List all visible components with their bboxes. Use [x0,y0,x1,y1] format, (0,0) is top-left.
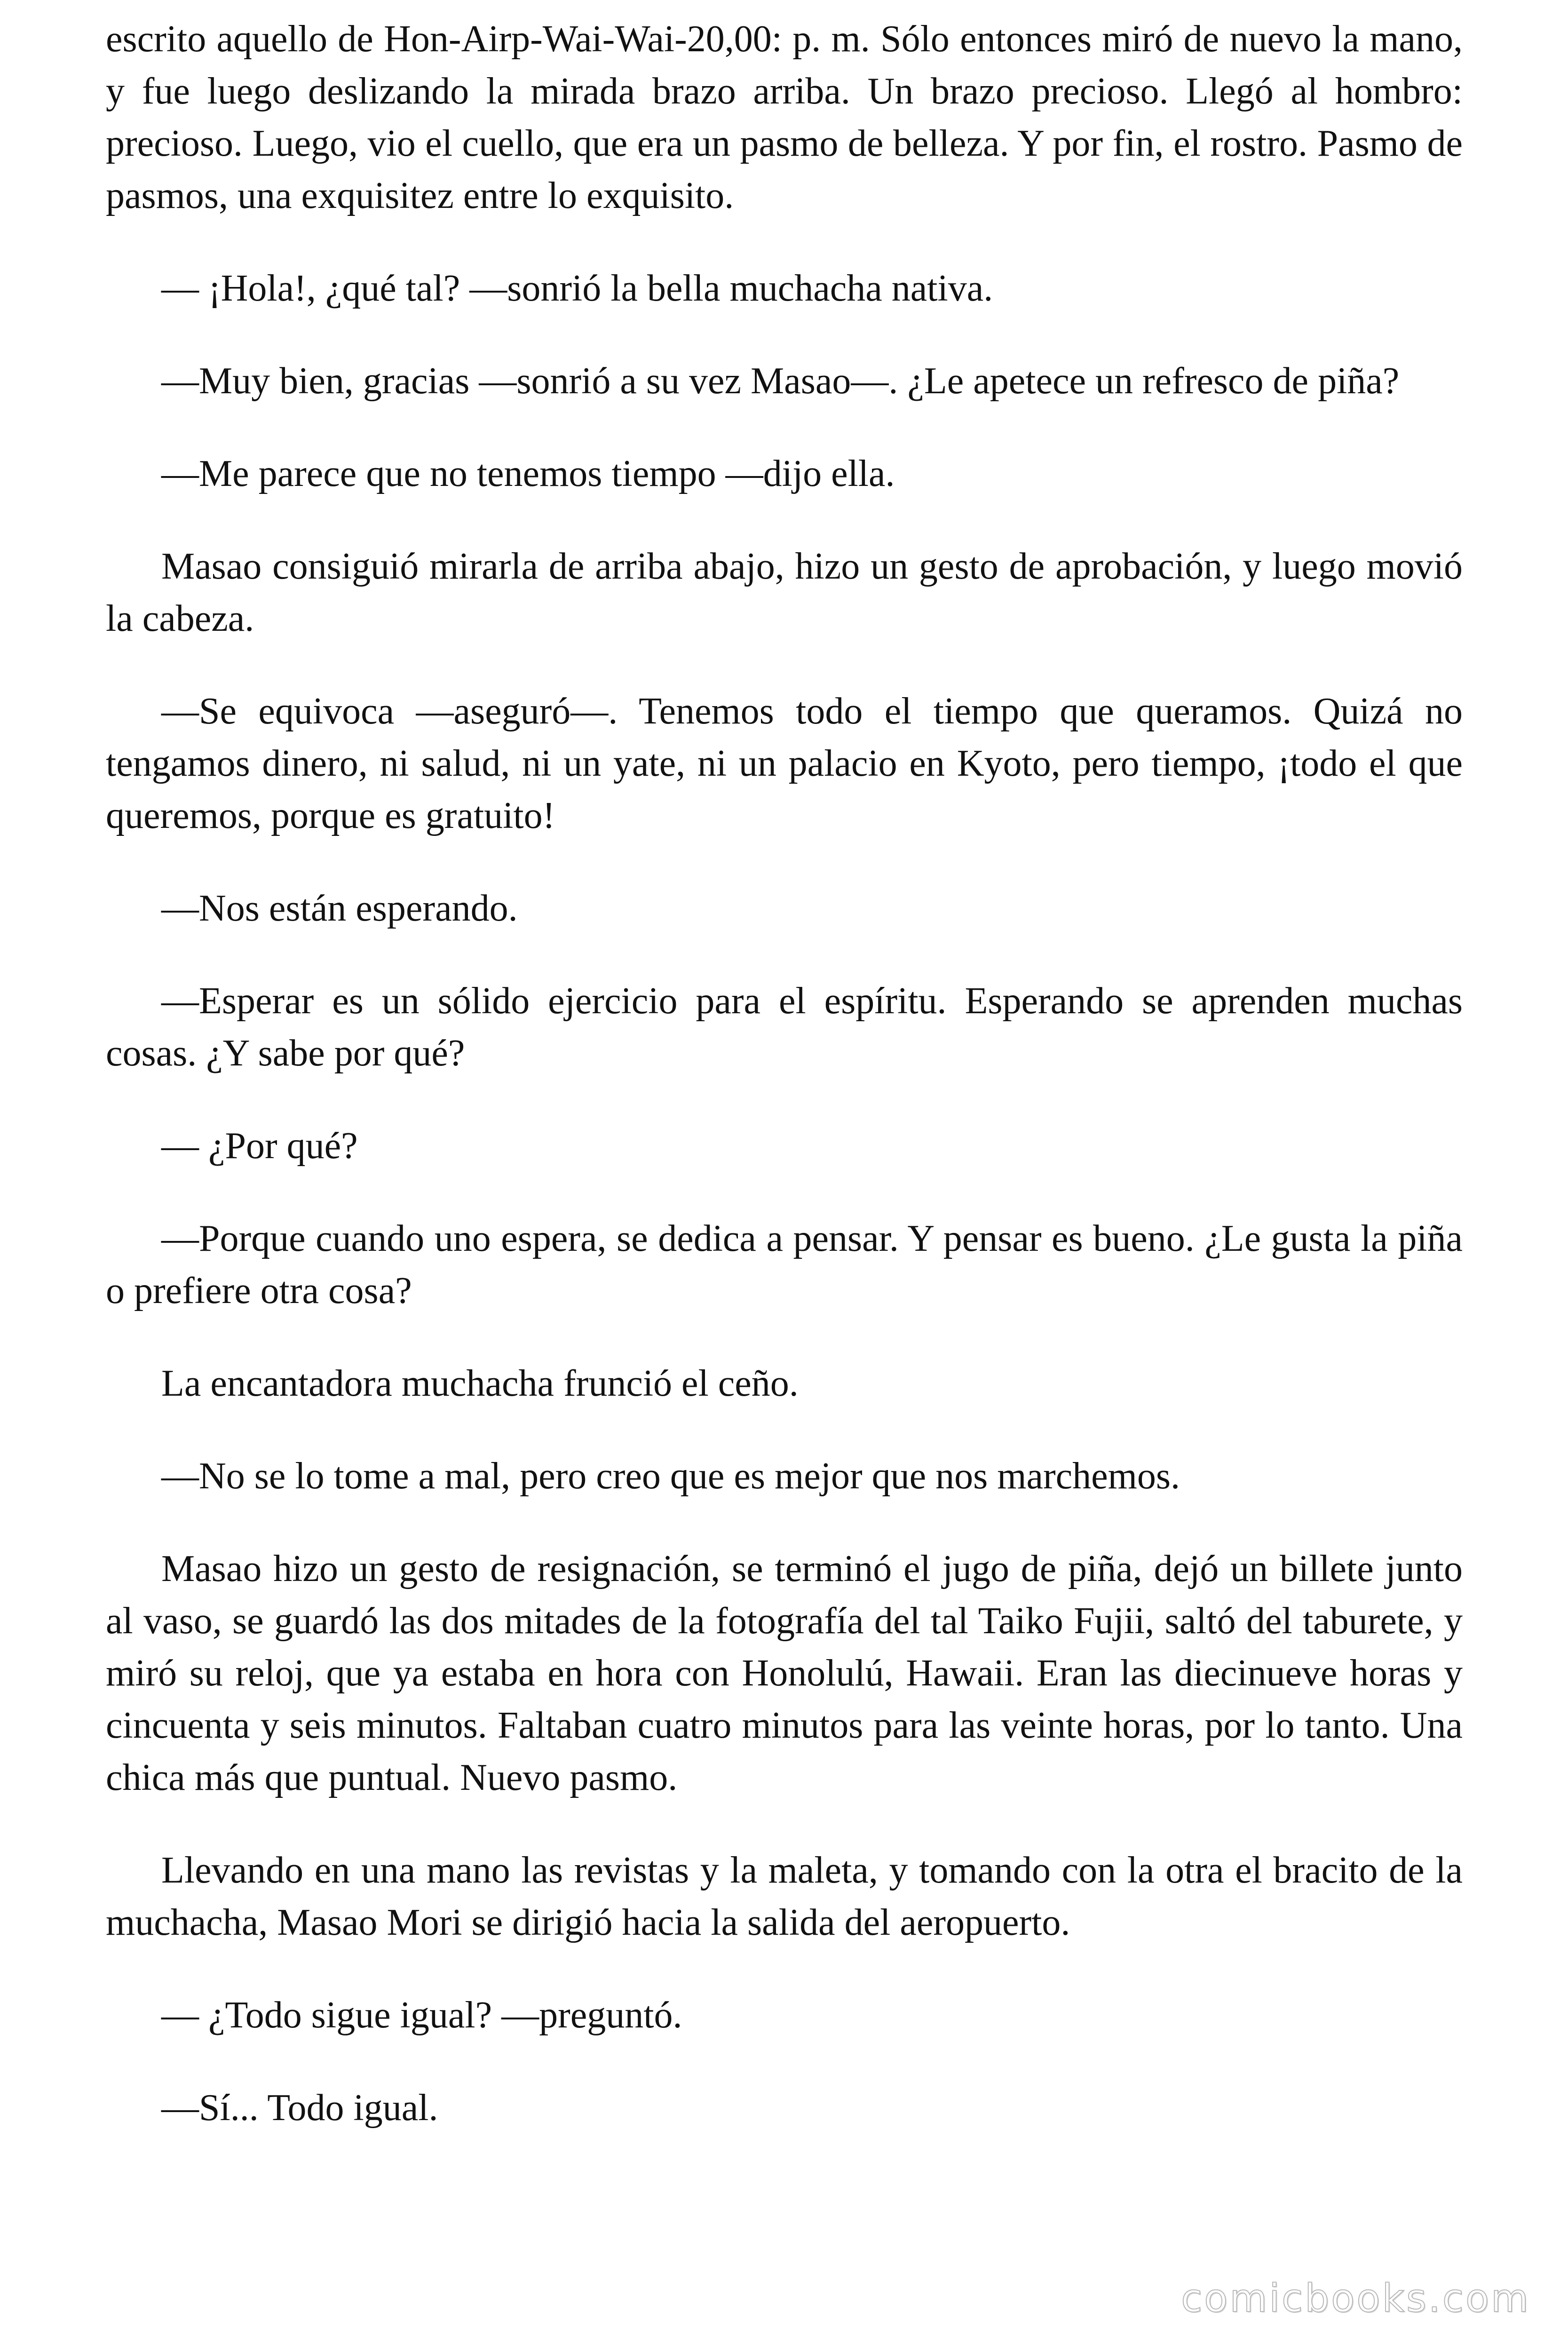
paragraph: — ¿Todo sigue igual? —preguntó. [161,1994,682,2036]
paragraph: —Muy bien, gracias —sonrió a su vez Masao—. ¿Le apetece un refresco de piña? [161,360,1400,402]
paragraph: — ¡Hola!, ¿qué tal? —sonrió la bella muchacha nativa. [161,268,993,309]
paragraph: —Se equivoca —aseguró—. Tenemos todo el tiempo que queramos. Quizá no tengamos dinero, ni salud, ni un yate, ni un palacio en Kyoto, pero tiempo, ¡todo el que queremos, porque es gratuito! [106,691,1463,836]
paragraph: Llevando en una mano las revistas y la maleta, y tomando con la otra el bracito de la muchacha, Masao Mori se dirigió hacia la salida del aeropuerto. [106,1850,1463,1943]
paragraph: —Me parece que no tenemos tiempo —dijo ella. [161,453,895,494]
book-page [106,13,1463,2134]
paragraph: —Nos están esperando. [161,888,518,929]
paragraph: —No se lo tome a mal, pero creo que es mejor que nos marchemos. [161,1455,1180,1497]
paragraph: — ¿Por qué? [161,1125,358,1167]
paragraph: —Esperar es un sólido ejercicio para el espíritu. Esperando se aprenden muchas cosas. ¿Y sabe por qué? [106,980,1463,1074]
paragraph: —Sí... Todo igual. [161,2087,438,2129]
site-watermark: comicbooks.com [1181,2276,1530,2321]
paragraph: Masao consiguió mirarla de arriba abajo, hizo un gesto de aprobación, y luego movió la cabeza. [106,546,1463,639]
paragraph: escrito aquello de Hon-Airp-Wai-Wai-20,00: p. m. Sólo entonces miró de nuevo la mano, y fue luego deslizando la mirada brazo arriba. Un brazo precioso. Llegó al hombro: precioso. Luego, vio el cuello, que era un pasmo de belleza. Y por fin, el rostro. Pasmo de pasmos, una exquisitez entre lo exquisito. [106,18,1463,216]
paragraph: —Porque cuando uno espera, se dedica a pensar. Y pensar es bueno. ¿Le gusta la piña o prefiere otra cosa? [106,1218,1463,1311]
paragraph: La encantadora muchacha frunció el ceño. [161,1363,799,1404]
paragraph: Masao hizo un gesto de resignación, se terminó el jugo de piña, dejó un billete junto al vaso, se guardó las dos mitades de la fotografía del tal Taiko Fujii, saltó del taburete, y miró su reloj, que ya estaba en hora con Honolulú, Hawaii. Eran las diecinueve horas y cincuenta y seis minutos. Faltaban cuatro minutos para las veinte horas, por lo tanto. Una chica más que puntual. Nuevo pasmo. [106,1548,1463,1798]
